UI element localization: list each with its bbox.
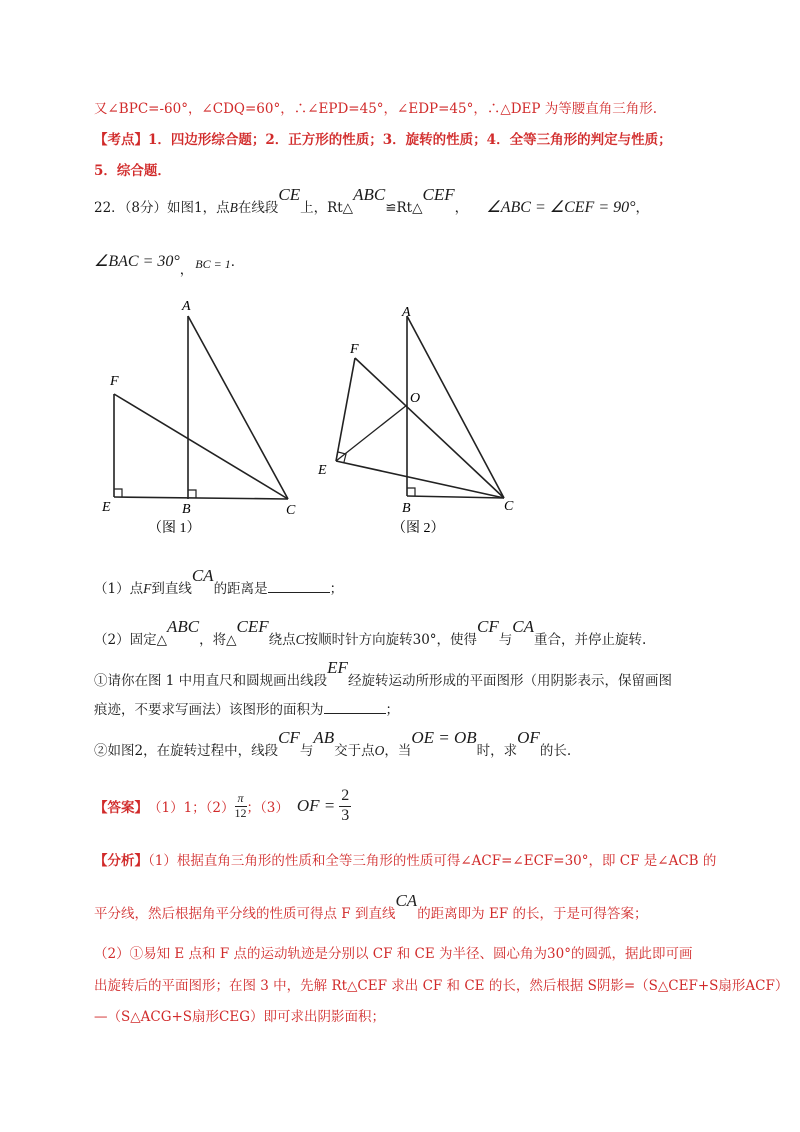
right-angle-e-mark [114,489,122,497]
label-f: F [350,342,359,357]
sub1-end: 的距离是 [213,581,268,597]
q22-congruent: ≌Rt△ [385,200,423,216]
q22-end: ． [230,254,245,270]
q22-comma: ， [454,200,469,216]
answer-line [94,786,351,826]
sub2b-segment-ab: AB [313,728,335,747]
segment-ac [407,316,504,498]
sub2-mid1: ，将△ [199,632,237,648]
sub2b-segment-of: OF [517,728,540,747]
q22-segment-ce: CE [278,185,301,204]
sub2-mid2b: 按顺时针方向旋转30°，使得 [304,632,478,648]
sub2-with: 与 [498,632,513,648]
sub2-triangle-cef: CEF [236,617,269,636]
sub2b-condition: OE = OB [411,728,477,747]
sub1-tail: ； [329,581,344,597]
analysis-line-3 [94,942,692,962]
segment-eo [336,405,407,461]
q22-bc-length: BC = 1 [195,257,231,271]
label-b: B [402,501,411,516]
sub2a-text-b: 经旋转运动所形成的平面图形（用阴影表示，保留画图 [347,673,672,689]
analysis-text-2b: 的距离即为 EF 的长，于是可得答案； [417,906,648,922]
label-o: O [410,391,421,406]
sub2-mid2a: 绕点 [268,632,296,648]
q22-angle-bac: ∠BAC = 30° [94,253,180,270]
sub2b-d: 时，求 [476,743,518,759]
answer-blank-2[interactable] [324,712,386,714]
sub-question-2 [94,617,647,649]
kaodian-line-2 [94,159,171,179]
solution-tail-line [94,97,657,117]
analysis-text-1: （1）根据直角三角形的性质和全等三角形的性质可得∠ACF=∠ECF=30°，即 CF 是∠ACB 的 [148,853,717,869]
segment-bc [407,496,504,498]
analysis-line-2 [94,891,648,923]
sub2b-c: ，当 [384,743,412,759]
kaodian-text: 1．四边形综合题；2．正方形的性质；3．旋转的性质；4．全等三角形的判定与性质； [148,132,672,148]
sub1-mid: 到直线 [151,581,192,597]
sub2-end: 重合，并停止旋转. [534,632,647,648]
sub-question-2b [94,728,572,760]
sub2-point-c: C [295,632,305,647]
sub-question-2a-line2 [94,698,399,718]
sub2a-tail: ； [385,702,399,718]
right-angle-b-mark [407,488,415,496]
fraction-denominator: 12 [234,805,247,820]
label-b: B [182,502,191,517]
sub2b-b: 交于点 [334,743,375,759]
figure-2 [310,298,530,548]
fraction-numerator: π [235,792,247,807]
sub2-segment-cf: CF [477,617,499,636]
label-e: E [318,463,327,478]
sub1-point-f: F [143,581,152,596]
q22-right-angles: ∠ABC = ∠CEF = 90° [486,199,636,216]
sub2a-line2: 痕迹，不要求写画法）该图形的面积为 [94,702,324,718]
sub2a-segment-ef: EF [327,658,348,677]
label-c: C [504,499,514,514]
q22-prefix: 22．（8分）如图1，点 [94,200,230,216]
analysis-text-2a: 平分线，然后根据角平分线的性质可得点 F 到直线 [94,906,396,922]
figure-1 [96,298,316,548]
analysis-line-1 [94,849,716,869]
answer-blank-1[interactable] [268,591,330,593]
sub2a-text-a: ①请你在图 1 中用直尺和圆规画出线段 [94,673,328,689]
kaodian-label: 【考点】 [94,132,148,148]
answer-label: 【答案】 [94,800,148,816]
q22-sep: ， [179,262,194,278]
question-22-conditions [94,250,245,278]
label-a: A [182,299,191,314]
answer-fraction-2-3 [339,787,351,825]
kaodian-line [94,128,672,148]
right-angle-b-mark [188,490,196,498]
analysis-line-4 [94,974,788,994]
sub2b-e: 的长. [539,743,572,759]
sub2-triangle-abc: ABC [166,617,200,636]
figure-1-caption: （图 1） [148,521,201,536]
q22-triangle-cef: CEF [422,185,455,204]
label-f: F [110,374,119,389]
answer-of-label: OF = [296,796,336,815]
answer-part-1: （1）1；（2） [148,800,235,816]
sub1-line-ca: CA [191,566,214,585]
label-c: C [286,503,296,518]
segment-fe [336,358,355,461]
sub-question-2a [94,658,672,690]
fraction-numerator-2: 2 [339,787,351,806]
segment-ac [188,316,288,499]
segment-fc [114,394,288,499]
analysis-text-5: —（S△ACG+S扇形CEG）即可求出阴影面积； [94,1009,386,1025]
label-a: A [402,305,411,320]
sub2b-point-o: O [374,743,385,758]
q22-text: 在线段 [237,200,279,216]
sub2-prefix: （2）固定△ [94,632,167,648]
analysis-line-ca: CA [395,891,418,910]
answer-part-3: ；（3） [246,800,289,816]
analysis-line-5 [94,1005,385,1025]
sub2b-a: ②如图2，在旋转过程中，线段 [94,743,279,759]
question-22-stem [94,185,650,217]
segment-ec [114,497,288,499]
sub-question-1 [94,566,344,598]
sub2b-with: 与 [299,743,314,759]
label-e: E [102,500,111,515]
q22-point-b: B [229,200,238,215]
analysis-text-3: （2）①易知 E 点和 F 点的运动轨迹是分别以 CF 和 CE 为半径、圆心角为30°的圆弧，据此即可画 [94,946,693,962]
q22-comma-2: ， [635,200,650,216]
sub2b-segment-cf: CF [278,728,300,747]
kaodian-text-2: 5．综合题． [94,163,171,179]
q22-triangle-abc: ABC [353,185,386,204]
q22-text-2: 上，Rt△ [300,200,354,216]
fraction-denominator-3: 3 [341,806,350,824]
answer-fraction-pi-12 [235,792,247,821]
analysis-text-4: 出旋转后的平面图形；在图 3 中，先解 Rt△CEF 求出 CF 和 CE 的长，然后根据 S阴影=（S△CEF+S扇形ACF） [94,978,789,994]
sub2-segment-ca: CA [512,617,535,636]
analysis-label: 【分析】 [94,853,148,869]
solution-text: 又∠BPC=-60°，∠CDQ=60°，∴∠EPD=45°，∠EDP=45°，∴△DEP 为等腰直角三角形. [94,101,658,117]
sub1-prefix: （1）点 [94,581,144,597]
segment-ec [336,461,504,498]
figure-2-caption: （图 2） [392,521,445,536]
